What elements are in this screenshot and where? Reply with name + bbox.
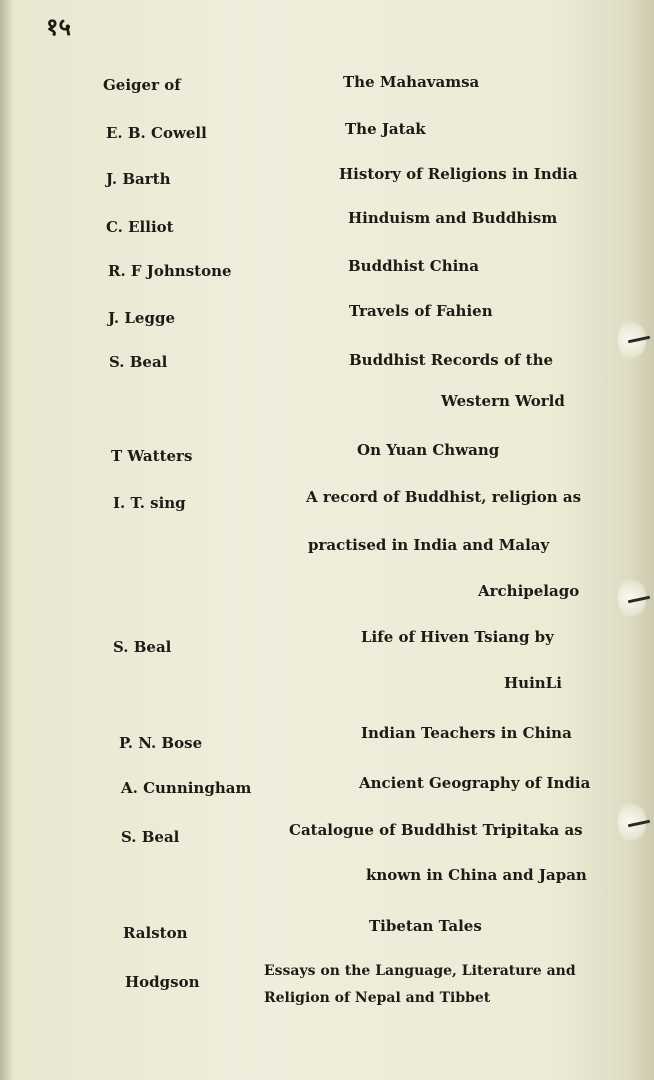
author-cowell: E. B. Cowell [106, 124, 207, 142]
author-itsing: I. T. sing [113, 494, 186, 512]
title-essays-line2: Religion of Nepal and Tibbet [264, 990, 491, 1006]
title-ancient-geography: Ancient Geography of India [359, 774, 591, 792]
title-yuan-chwang: On Yuan Chwang [357, 441, 500, 459]
author-barth: J. Barth [106, 170, 171, 188]
title-buddhist-records-line2: Western World [441, 392, 565, 410]
title-travels-fahien: Travels of Fahien [349, 302, 493, 320]
title-tibetan-tales: Tibetan Tales [369, 917, 482, 935]
title-hinduism-buddhism: Hinduism and Buddhism [348, 209, 558, 227]
author-bose: P. N. Bose [119, 734, 203, 752]
title-catalogue-line2: known in China and Japan [366, 866, 587, 884]
title-jatak: The Jatak [345, 120, 426, 138]
title-indian-teachers: Indian Teachers in China [361, 724, 572, 742]
page-edge-shadow [628, 0, 654, 1080]
author-cunningham: A. Cunningham [121, 779, 252, 797]
title-record-buddhist-line1: A record of Buddhist, religion as [306, 488, 582, 506]
title-history-religions: History of Religions in India [339, 165, 578, 183]
author-ralston: Ralston [123, 924, 188, 942]
author-legge: J. Legge [108, 309, 175, 327]
title-buddhist-records-line1: Buddhist Records of the [349, 351, 554, 369]
author-geiger: Geiger of [103, 76, 181, 94]
author-watters: T Watters [111, 447, 193, 465]
title-buddhist-china: Buddhist China [348, 257, 479, 275]
author-hodgson: Hodgson [125, 973, 200, 991]
title-record-buddhist-line2: practised in India and Malay [308, 536, 550, 554]
title-life-hiven-line2: HuinLi [504, 674, 562, 692]
title-essays-line1: Essays on the Language, Literature and [264, 963, 576, 979]
author-elliot: C. Elliot [106, 218, 174, 236]
title-record-buddhist-line3: Archipelago [478, 582, 580, 600]
title-mahavamsa: The Mahavamsa [343, 73, 480, 91]
author-johnstone: R. F Johnstone [108, 262, 232, 280]
title-life-hiven-line1: Life of Hiven Tsiang by [361, 628, 554, 646]
author-beal-1: S. Beal [109, 353, 168, 371]
page-number: १५ [46, 12, 71, 41]
author-beal-3: S. Beal [121, 828, 180, 846]
author-beal-2: S. Beal [113, 638, 172, 656]
title-catalogue-line1: Catalogue of Buddhist Tripitaka as [289, 821, 583, 839]
page-spine-shadow [0, 0, 14, 1080]
